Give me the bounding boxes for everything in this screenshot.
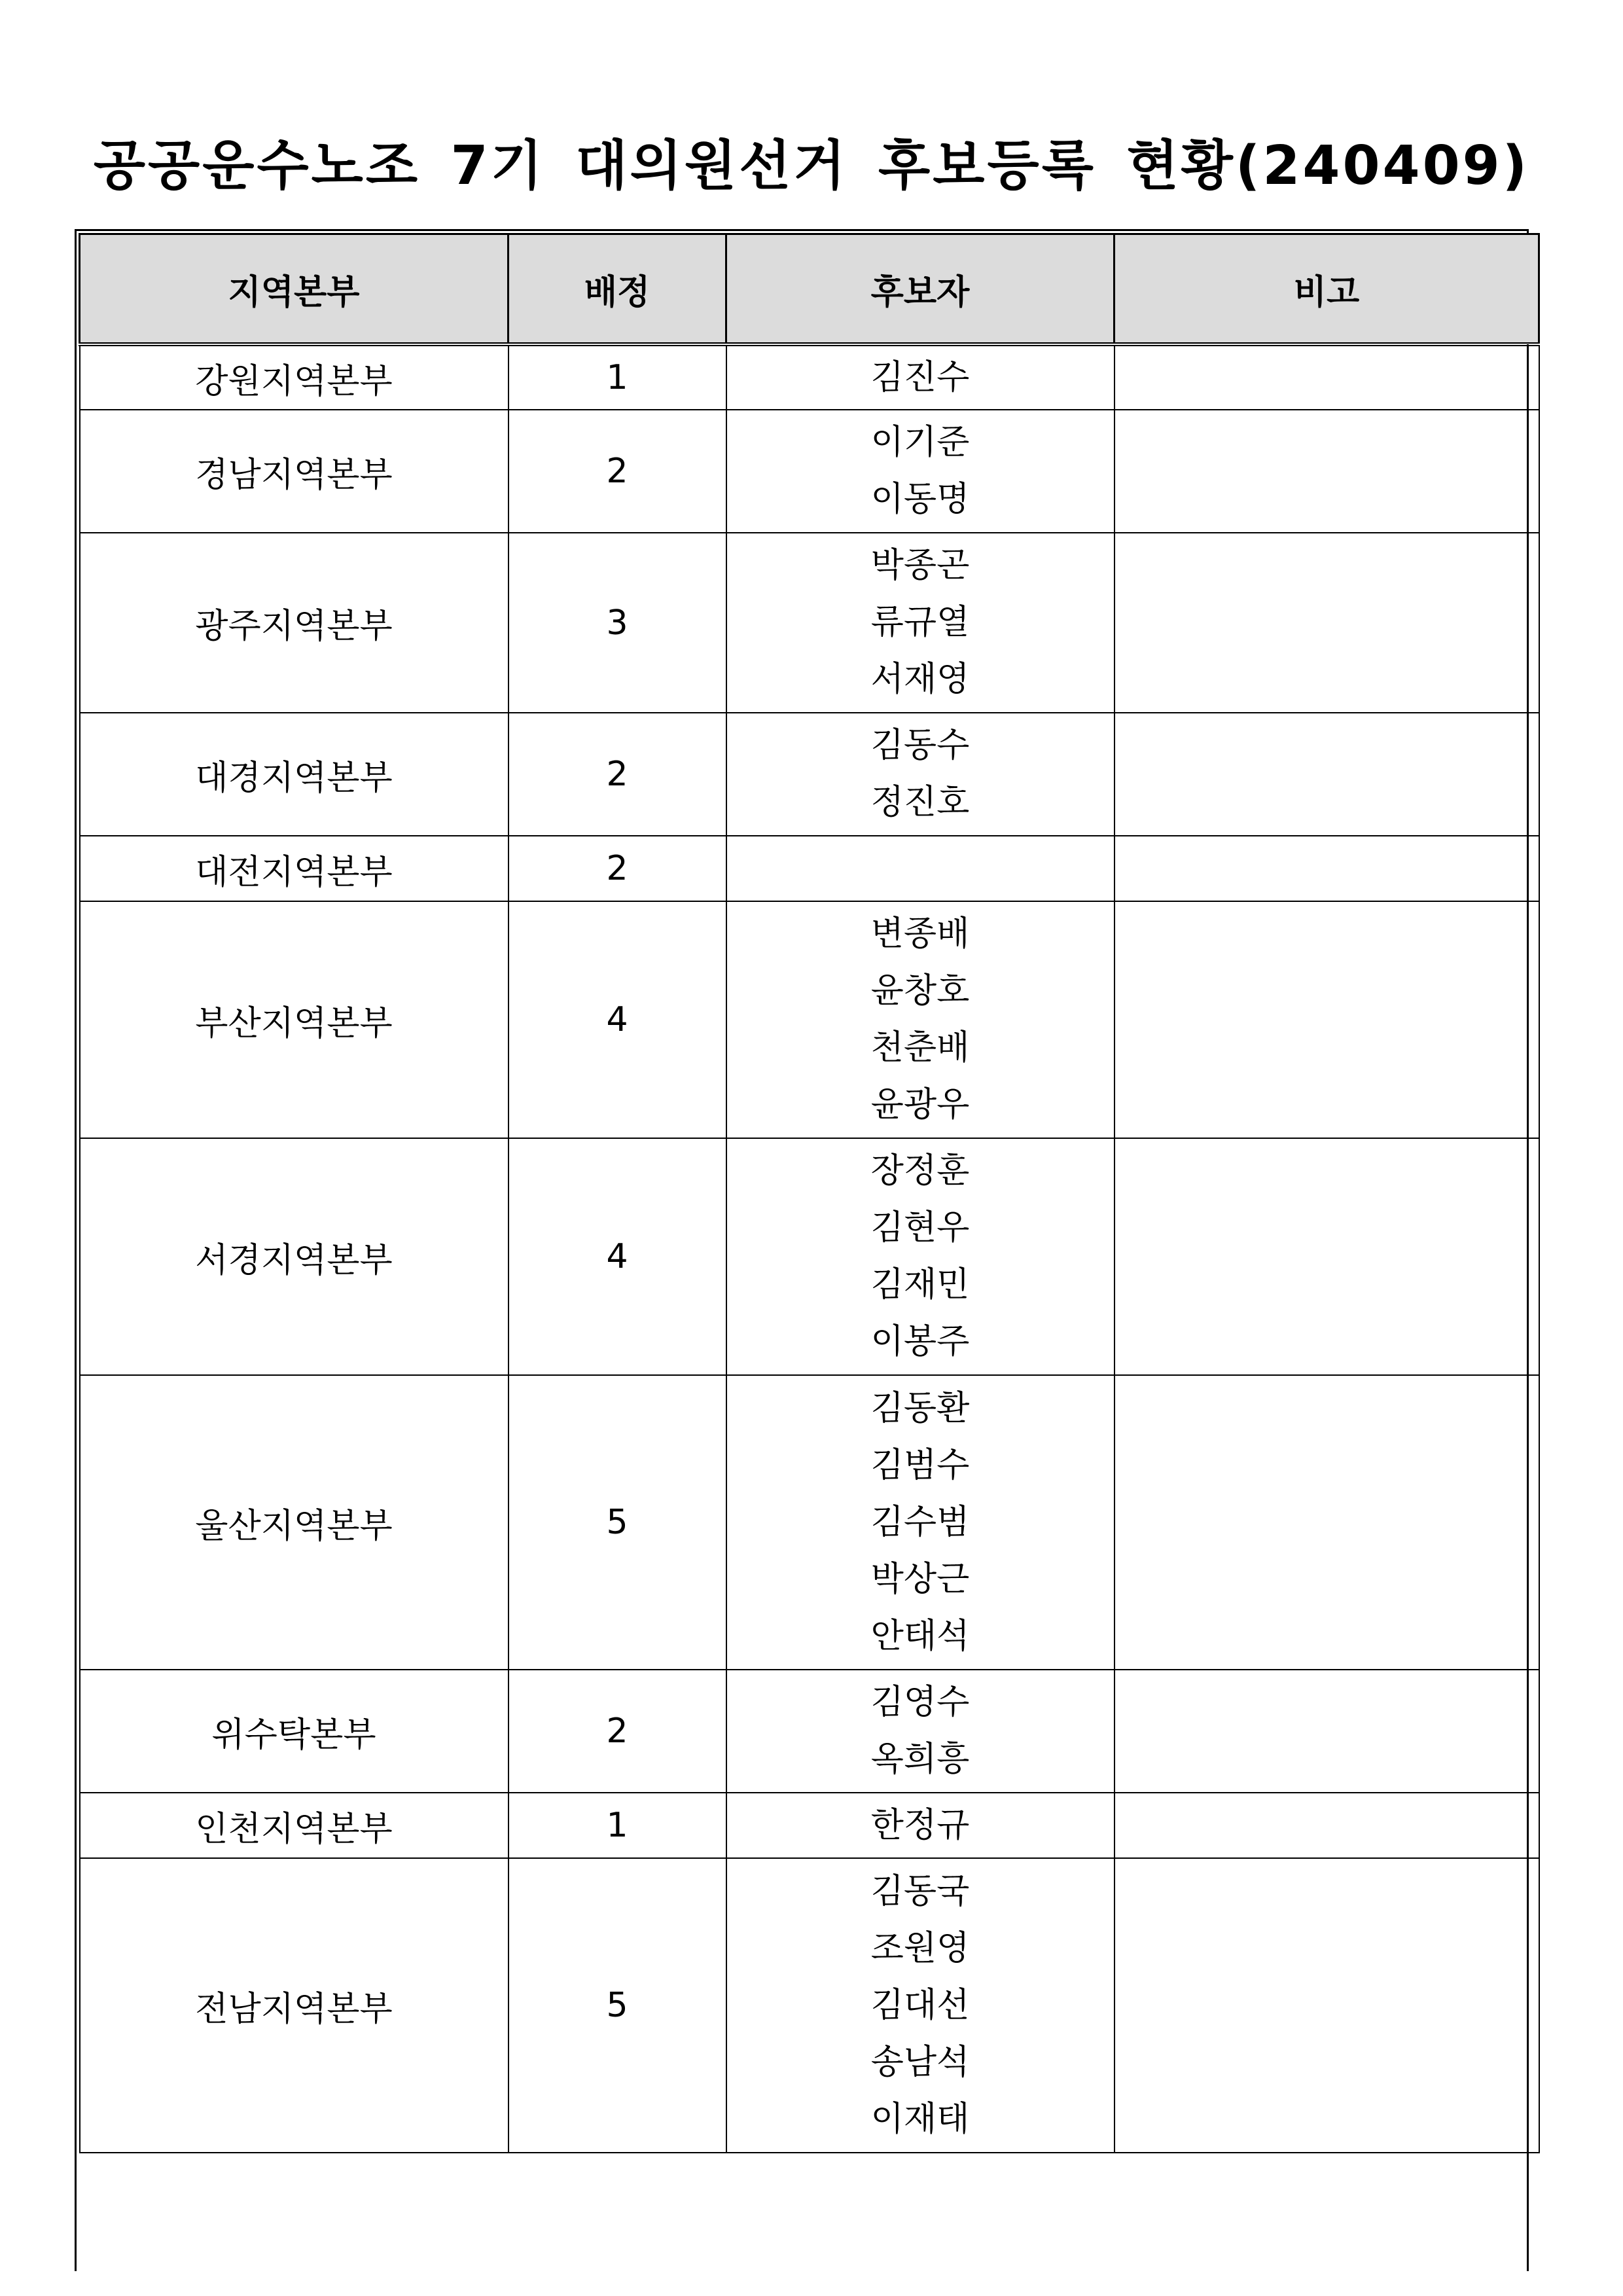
header-quota: 배정 bbox=[508, 234, 726, 345]
candidate-name: 천춘배 bbox=[870, 1028, 970, 1067]
region-cell: 대경지역본부 bbox=[80, 713, 508, 836]
candidate-name: 김대선 bbox=[870, 1985, 970, 2025]
quota-cell: 2 bbox=[508, 1670, 726, 1793]
region-cell: 울산지역본부 bbox=[80, 1375, 508, 1670]
candidate-name: 정진호 bbox=[870, 783, 970, 822]
candidate-name: 윤광우 bbox=[870, 1085, 970, 1124]
candidates-cell bbox=[726, 1858, 1115, 2153]
candidate-name: 옥희흥 bbox=[870, 1740, 970, 1779]
candidate-name: 김수범 bbox=[870, 1502, 970, 1542]
candidate-name: 윤창호 bbox=[870, 971, 970, 1011]
note-cell bbox=[1115, 533, 1539, 713]
quota-cell: 5 bbox=[508, 1858, 726, 2153]
quota-cell: 1 bbox=[508, 344, 726, 410]
quota-cell: 4 bbox=[508, 901, 726, 1138]
candidate-name: 이기준 bbox=[870, 423, 970, 462]
candidates-cell bbox=[726, 1670, 1115, 1793]
note-cell bbox=[1115, 1138, 1539, 1375]
note-cell bbox=[1115, 901, 1539, 1138]
candidate-name: 김동수 bbox=[870, 726, 970, 765]
note-cell bbox=[1115, 836, 1539, 901]
candidates-cell bbox=[726, 1138, 1115, 1375]
candidate-name: 서재영 bbox=[870, 660, 970, 699]
candidate-name: 김동환 bbox=[870, 1388, 970, 1428]
candidates-cell bbox=[726, 344, 1115, 410]
candidate-name: 안태석 bbox=[870, 1616, 970, 1656]
table-row bbox=[80, 1793, 1539, 1858]
candidates-cell bbox=[726, 901, 1115, 1138]
candidates-cell bbox=[726, 410, 1115, 533]
candidate-name: 이동명 bbox=[870, 480, 970, 519]
note-cell bbox=[1115, 1670, 1539, 1793]
candidate-name: 김진수 bbox=[870, 357, 970, 397]
candidate-name: 김범수 bbox=[870, 1445, 970, 1485]
table-row bbox=[80, 901, 1539, 1138]
region-cell: 경남지역본부 bbox=[80, 410, 508, 533]
note-cell bbox=[1115, 410, 1539, 533]
candidates-cell bbox=[726, 836, 1115, 901]
quota-cell: 2 bbox=[508, 836, 726, 901]
candidate-name: 변종배 bbox=[870, 914, 970, 954]
candidate-name: 김현우 bbox=[870, 1208, 970, 1247]
header-note: 비고 bbox=[1115, 234, 1539, 345]
region-cell: 위수탁본부 bbox=[80, 1670, 508, 1793]
candidates-cell bbox=[726, 713, 1115, 836]
quota-cell: 4 bbox=[508, 1138, 726, 1375]
region-cell: 부산지역본부 bbox=[80, 901, 508, 1138]
quota-cell: 3 bbox=[508, 533, 726, 713]
candidate-name: 송남석 bbox=[870, 2042, 970, 2082]
candidates-cell bbox=[726, 1375, 1115, 1670]
candidate-name: 장정훈 bbox=[870, 1151, 970, 1191]
note-cell bbox=[1115, 1375, 1539, 1670]
candidate-name: 조원영 bbox=[870, 1928, 970, 1968]
table-row bbox=[80, 1858, 1539, 2153]
region-cell: 전남지역본부 bbox=[80, 1858, 508, 2153]
table-row bbox=[80, 836, 1539, 901]
table-row bbox=[80, 344, 1539, 410]
candidate-name: 한정규 bbox=[870, 1805, 970, 1845]
region-cell: 인천지역본부 bbox=[80, 1793, 508, 1858]
table-row bbox=[80, 713, 1539, 836]
table-header-row bbox=[80, 234, 1539, 345]
region-cell: 강원지역본부 bbox=[80, 344, 508, 410]
table-row bbox=[80, 410, 1539, 533]
note-cell bbox=[1115, 344, 1539, 410]
header-region: 지역본부 bbox=[80, 234, 508, 345]
candidate-name: 박종곤 bbox=[870, 546, 970, 585]
note-cell bbox=[1115, 1793, 1539, 1858]
candidate-name: 박상근 bbox=[870, 1559, 970, 1599]
candidate-name: 이봉주 bbox=[870, 1322, 970, 1361]
table-body bbox=[80, 344, 1539, 2153]
table-row bbox=[80, 1375, 1539, 1670]
region-cell: 광주지역본부 bbox=[80, 533, 508, 713]
candidate-name: 김재민 bbox=[870, 1265, 970, 1304]
quota-cell: 2 bbox=[508, 713, 726, 836]
table-row bbox=[80, 1670, 1539, 1793]
candidates-cell bbox=[726, 533, 1115, 713]
page-title: 공공운수노조 7기 대의원선거 후보등록 현황(240409) bbox=[93, 135, 1530, 197]
region-cell: 대전지역본부 bbox=[80, 836, 508, 901]
header-candidates: 후보자 bbox=[726, 234, 1115, 345]
quota-cell: 1 bbox=[508, 1793, 726, 1858]
candidates-cell bbox=[726, 1793, 1115, 1858]
candidate-table bbox=[79, 233, 1540, 2153]
region-cell: 서경지역본부 bbox=[80, 1138, 508, 1375]
candidate-name: 이재태 bbox=[870, 2099, 970, 2139]
table-row bbox=[80, 533, 1539, 713]
table-row bbox=[80, 1138, 1539, 1375]
note-cell bbox=[1115, 713, 1539, 836]
candidate-name: 김영수 bbox=[870, 1683, 970, 1722]
quota-cell: 2 bbox=[508, 410, 726, 533]
note-cell bbox=[1115, 1858, 1539, 2153]
candidate-name: 류규열 bbox=[870, 603, 970, 642]
quota-cell: 5 bbox=[508, 1375, 726, 1670]
candidate-name: 김동국 bbox=[870, 1871, 970, 1911]
